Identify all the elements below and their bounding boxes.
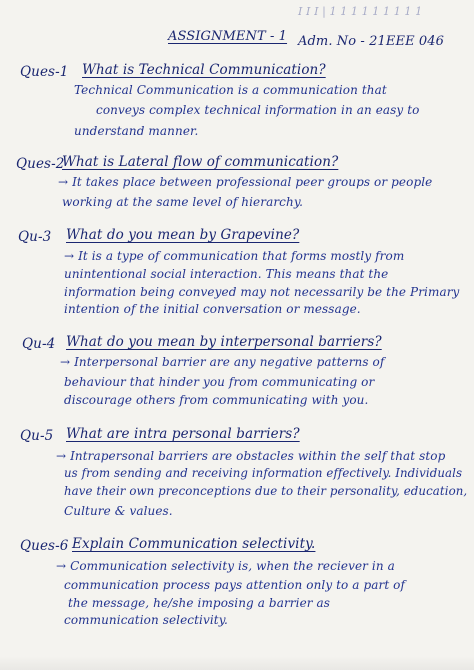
question-6-label: Ques-6 — [20, 538, 69, 554]
answer-4-line-3: discourage others from communicating with you. — [64, 393, 369, 407]
answer-2-line-1: → It takes place between professional peer groups or people — [58, 175, 433, 189]
answer-4-line-2: behaviour that hinder you from communicating or — [64, 375, 375, 389]
question-1-text: What is Technical Communication? — [82, 62, 326, 78]
answer-1-line-1: Technical Communication is a communication that — [74, 83, 387, 97]
question-3-text: What do you mean by Grapevine? — [66, 227, 300, 243]
answer-1-line-3: understand manner. — [74, 124, 199, 138]
question-4-text: What do you mean by interpersonal barriers? — [66, 334, 382, 350]
answer-5-line-1: → Intrapersonal barriers are obstacles within the self that stop — [56, 449, 446, 463]
answer-3-line-3: information being conveyed may not necessarily be the Primary — [64, 285, 460, 299]
answer-5-line-2: us from sending and receiving information effectively. Individuals — [64, 466, 463, 480]
answer-4-line-1: → Interpersonal barrier are any negative patterns of — [60, 355, 385, 369]
question-3-label: Qu-3 — [18, 229, 52, 245]
page-edge-shadow — [0, 656, 474, 670]
answer-3-line-2: unintentional social interaction. This means that the — [64, 267, 389, 281]
answer-6-line-4: communication selectivity. — [64, 613, 228, 627]
answer-6-line-1: → Communication selectivity is, when the reciever in a — [56, 559, 395, 573]
answer-5-line-4: Culture & values. — [64, 504, 173, 518]
answer-6-line-2: communication process pays attention only to a part of — [64, 578, 406, 592]
answer-3-line-4: intention of the initial conversation or message. — [64, 302, 361, 316]
question-4-label: Qu-4 — [22, 336, 56, 352]
answer-5-line-3: have their own preconceptions due to their personality, education, — [64, 484, 468, 498]
question-2-text: What is Lateral flow of communication? — [62, 154, 339, 170]
answer-1-line-2: conveys complex technical information in an easy to — [96, 103, 420, 117]
question-2-label: Ques-2 — [16, 156, 65, 172]
answer-3-line-1: → It is a type of communication that forms mostly from — [64, 249, 405, 263]
header-top-fragment: I I I | 1 1 1 1 1 1 1 1 1 — [298, 5, 423, 18]
assignment-title: ASSIGNMENT - 1 — [168, 29, 288, 44]
question-5-text: What are intra personal barriers? — [66, 426, 300, 442]
admission-number: Adm. No - 21EEE 046 — [298, 34, 445, 49]
answer-2-line-2: working at the same level of hierarchy. — [62, 195, 304, 209]
answer-6-line-3: the message, he/she imposing a barrier as — [68, 596, 331, 610]
question-5-label: Qu-5 — [20, 428, 54, 444]
question-6-text: Explain Communication selectivity. — [72, 536, 316, 552]
question-1-label: Ques-1 — [20, 64, 69, 80]
